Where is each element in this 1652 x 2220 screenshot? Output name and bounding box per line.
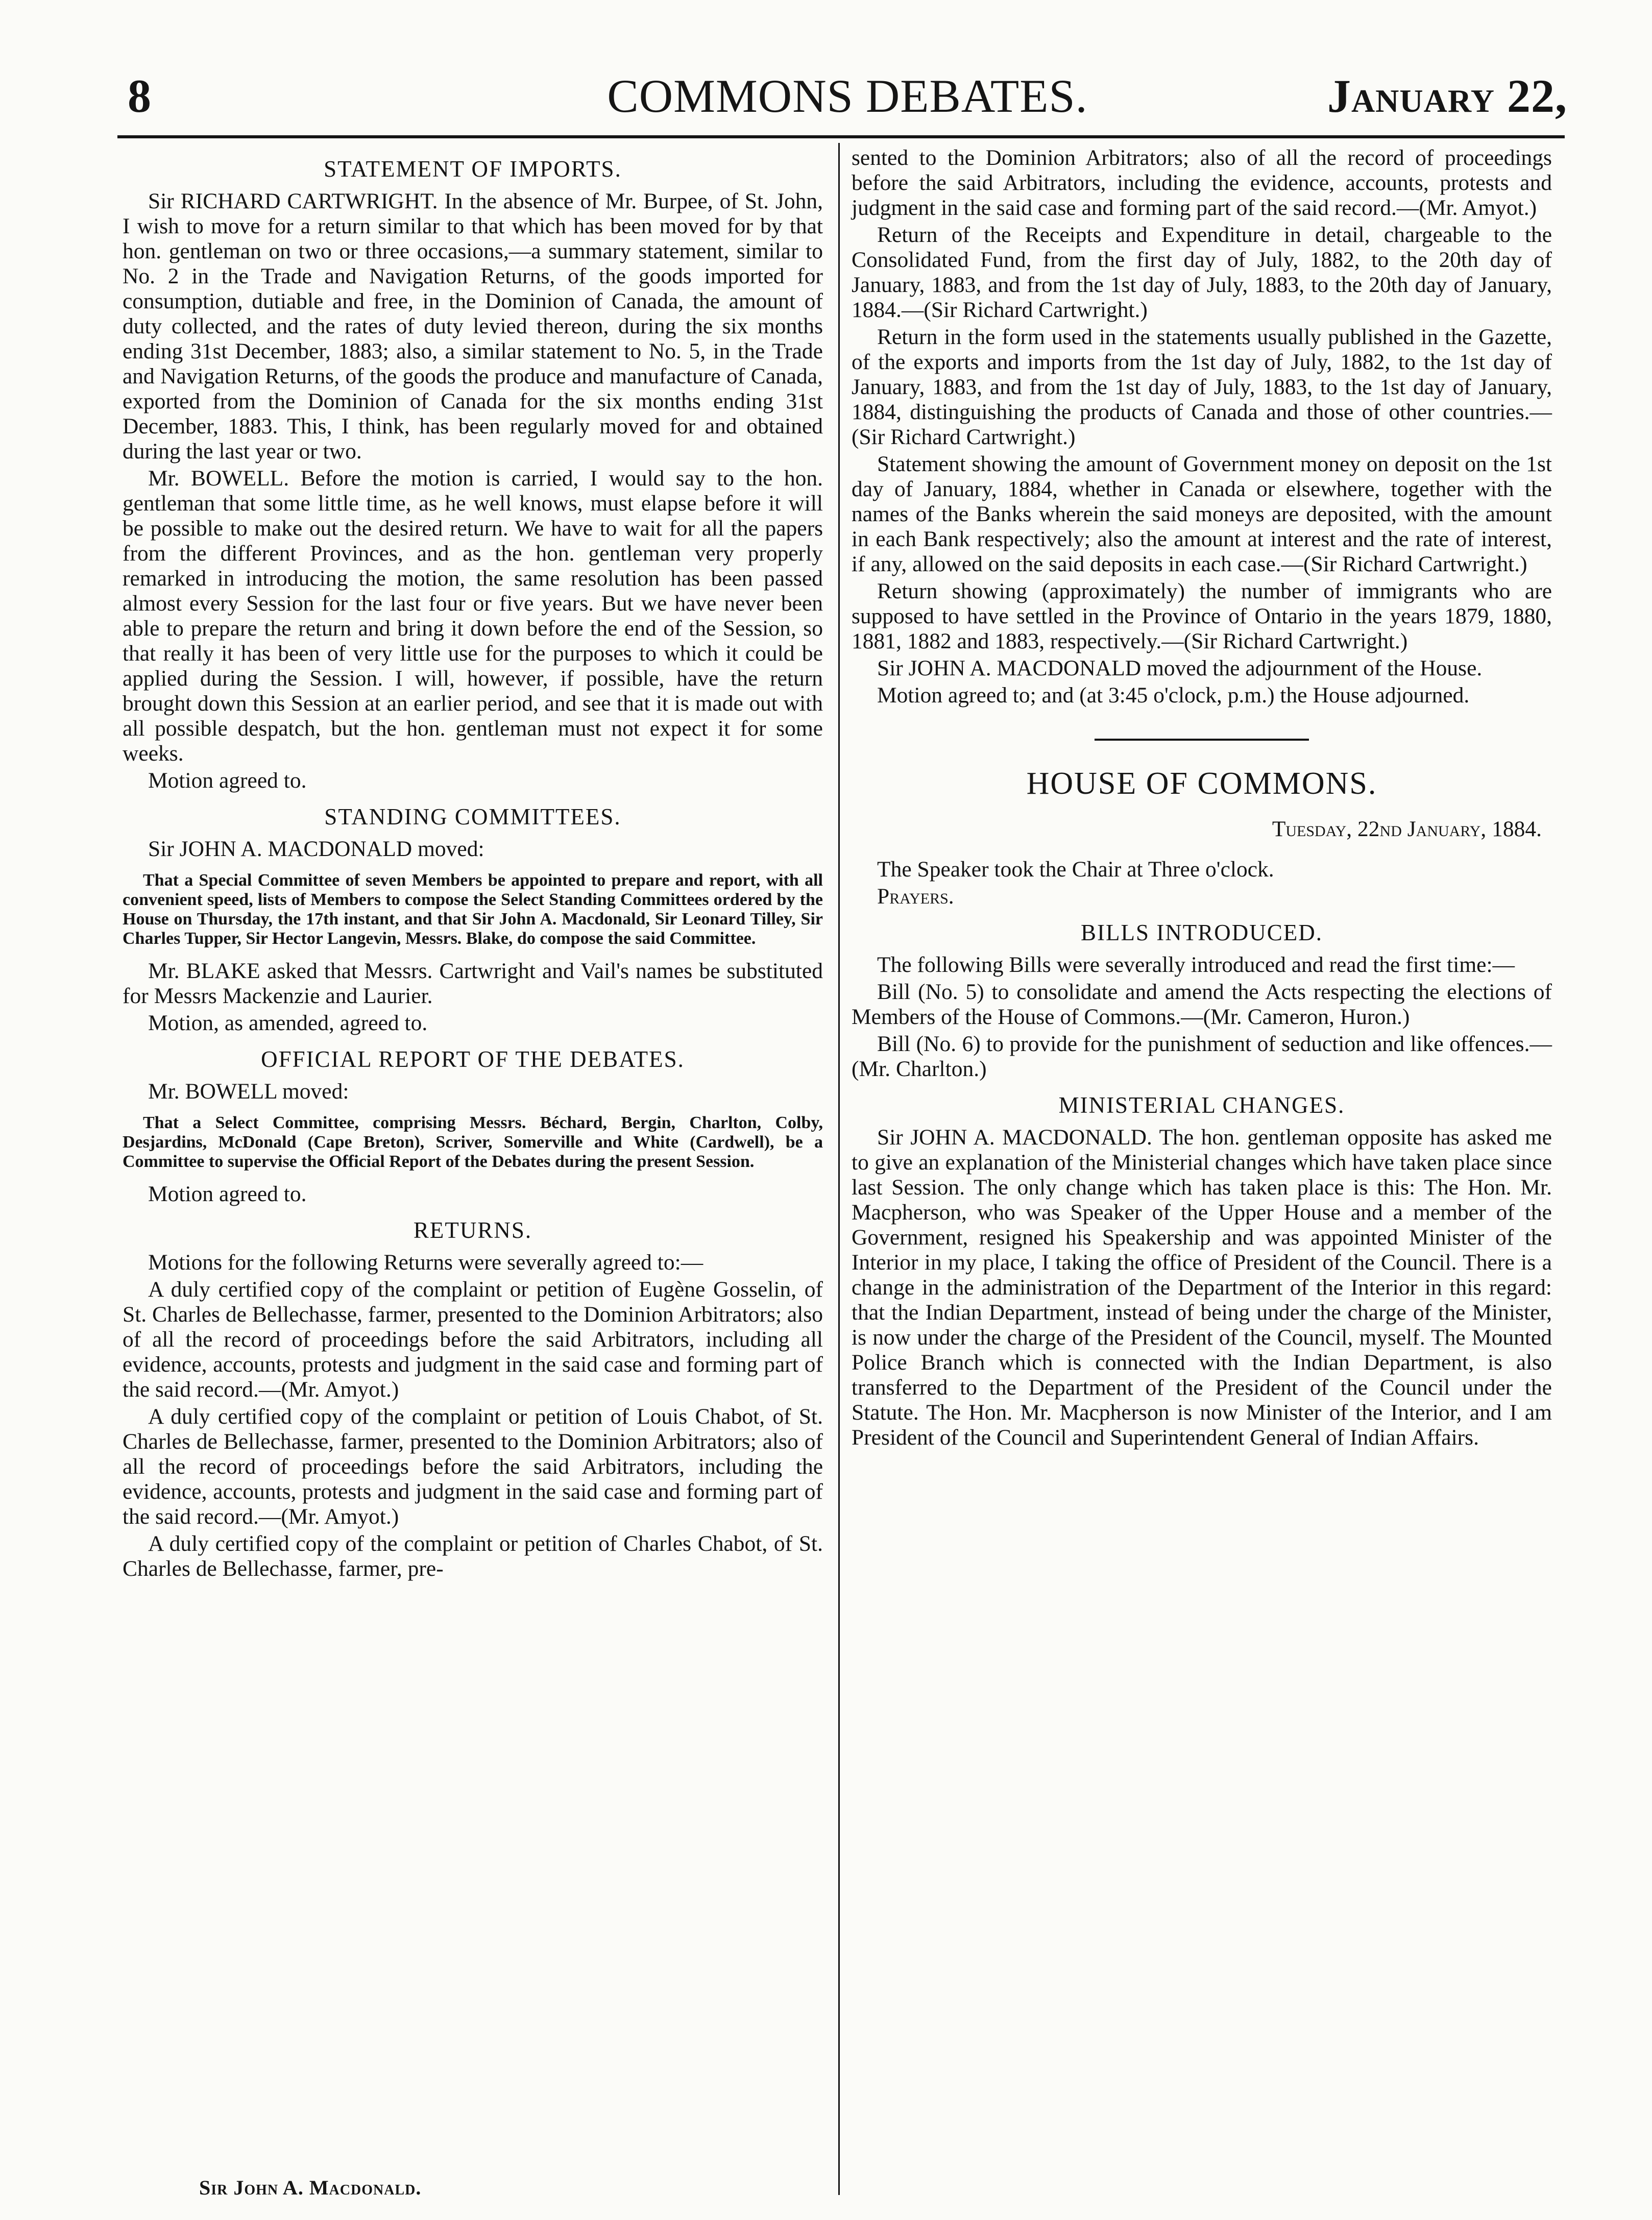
paragraph: A duly certified copy of the complaint or petition of Charles Chabot, of St. Charles de Bellechasse, farmer, pre- bbox=[123, 1531, 823, 1581]
paragraph: Return of the Receipts and Expenditure in detail, chargeable to the Consolidated Fund, from the first day of July, 1882, to the 20th day of January, 1883, and from the 1st day of July, 1883, to the 20th day of January, 1884.—(Sir Richard Cartwright.) bbox=[852, 223, 1552, 322]
section-heading-ministerial-changes: MINISTERIAL CHANGES. bbox=[1058, 1092, 1345, 1118]
paragraph: Motion agreed to. bbox=[148, 1182, 307, 1206]
paragraph: Motions for the following Returns were severally agreed to:— bbox=[148, 1250, 703, 1275]
paragraph: Statement showing the amount of Government money on deposit on the 1st day of January, 1884, whether in Canada or elsewhere, together with the names of the Banks wherein the said moneys are deposited, with the amount in each Bank respectively; also the amount at interest and the rate of interest, if any, allowed on the said deposits in each case.—(Sir Richard Cartwright.) bbox=[852, 452, 1552, 576]
paragraph: Sir JOHN A. MACDONALD moved: bbox=[148, 837, 484, 861]
page-number: 8 bbox=[128, 70, 152, 122]
section-separator bbox=[1095, 739, 1309, 741]
section-heading-statement-of-imports: STATEMENT OF IMPORTS. bbox=[324, 156, 622, 182]
paragraph: Bill (No. 6) to provide for the punishment of seduction and like offences.—(Mr. Charlton.) bbox=[852, 1032, 1552, 1081]
section-heading-bills-introduced: BILLS INTRODUCED. bbox=[1081, 920, 1323, 945]
paragraph: Return in the form used in the statements usually published in the Gazette, of the exports and imports from the 1st day of July, 1882, to the 1st day of January, 1883, and from the 1st day of July, 1883, to the 1st day of January, 1884, distinguishing the products of Canada and those of other countries.—(Sir Richard Cartwright.) bbox=[852, 325, 1552, 449]
paragraph: Mr. BOWELL. Before the motion is carried, I would say to the hon. gentleman that some little time, as he well knows, must elapse before it will be possible to make out the desired return. We have to wait for all the papers from the different Provinces, and as the hon. gentleman very properly remarked in introducing the motion, the same resolution has been passed almost every Session for the last four or five years. But we have never been able to prepare the return and bring it down before the end of the Session, so that really it has been of very little use for the purposes to which it could be applied during the Session. I will, however, if possible, have the return brought down this Session at an earlier period, and see that it is made out with all possible despatch, but the hon. gentleman must not expect it for some weeks. bbox=[123, 466, 823, 766]
paragraph: Sir JOHN A. MACDONALD moved the adjournment of the House. bbox=[877, 656, 1483, 680]
paragraph: Motion agreed to; and (at 3:45 o'clock, p.m.) the House adjourned. bbox=[877, 683, 1470, 708]
paragraph: Return showing (approximately) the number of immigrants who are supposed to have settled in the Province of Ontario in the years 1879, 1880, 1881, 1882 and 1883, respectively.—(Sir Richard Cartwright.) bbox=[852, 579, 1552, 653]
publication-title: COMMONS DEBATES. bbox=[607, 70, 1088, 122]
paragraph: Sir JOHN A. MACDONALD. The hon. gentleman opposite has asked me to give an explanation of the Ministerial changes which have taken place since last Session. The only change which has taken place is this: The Hon. Mr. Macpherson, who was Speaker of the Upper House and a member of the Government, resigned his Speakership and was appointed Minister of the Interior in my place, I taking the office of President of the Council. There is a change in the administration of the Department of the Interior in this regard: that the Indian Department, instead of being under the charge of the Minister, is now under the charge of the President of the Council, myself. The Mounted Police Branch which is connected with the Indian Department, is also transferred to the Department of the President of the Council under the Statute. The Hon. Mr. Macpherson is now Minister of the Interior, and I am President of the Council and Superintendent General of Indian Affairs. bbox=[852, 1125, 1552, 1450]
header-date: January 22, bbox=[1327, 70, 1567, 122]
page-header bbox=[128, 69, 1567, 120]
paragraph: Mr. BOWELL moved: bbox=[148, 1079, 349, 1104]
left-column bbox=[123, 145, 823, 1583]
motion-text: That a Select Committee, comprising Messrs. Béchard, Bergin, Charlton, Colby, Desjardins, McDonald (Cape Breton), Scriver, Somerville and White (Cardwell), be a Committee to supervise the Official Report of the Debates during the present Session. bbox=[123, 1113, 823, 1171]
paragraph: Motion, as amended, agreed to. bbox=[148, 1011, 428, 1035]
right-column bbox=[852, 145, 1552, 1452]
paragraph: A duly certified copy of the complaint or petition of Eugène Gosselin, of St. Charles de Bellechasse, farmer, presented to the Dominion Arbitrators; also of all the record of proceedings before the said Arbitrators, including all evidence, accounts, protests and judgment in the said case and forming part of the said record.—(Mr. Amyot.) bbox=[123, 1277, 823, 1402]
paragraph: Sir RICHARD CARTWRIGHT. In the absence of Mr. Burpee, of St. John, I wish to move for a return similar to that which has been moved for by that hon. gentleman on two or three occasions,—a summary statement, similar to No. 2 in the Trade and Navigation Returns, of the goods imported for consumption, dutiable and free, in the Dominion of Canada, the amount of duty collected, and the rates of duty levied thereon, during the six months ending 31st December, 1883; also, a similar statement to No. 5, in the Trade and Navigation Returns, of the goods the produce and manufacture of Canada, exported from the Dominion of Canada for the six months ending 31st December, 1883. This, I think, has been regularly moved for and obtained during the last year or two. bbox=[123, 189, 823, 463]
paragraph: Bill (No. 5) to consolidate and amend the Acts respecting the elections of Members of the House of Commons.—(Mr. Cameron, Huron.) bbox=[852, 980, 1552, 1029]
section-heading-returns: RETURNS. bbox=[413, 1217, 532, 1243]
section-heading-official-report: OFFICIAL REPORT OF THE DEBATES. bbox=[261, 1046, 685, 1072]
paragraph: The following Bills were severally introduced and read the first time:— bbox=[877, 953, 1515, 977]
house-of-commons-heading: HOUSE OF COMMONS. bbox=[1026, 766, 1377, 801]
paragraph: sented to the Dominion Arbitrators; also of all the record of proceedings before the said Arbitrators, including the evidence, accounts, protests and judgment in the said case and forming part of the said record.—(Mr. Amyot.) bbox=[852, 145, 1552, 220]
paragraph: A duly certified copy of the complaint or petition of Louis Chabot, of St. Charles de Bellechasse, farmer, presented to the Dominion Arbitrators; also of all the record of proceedings before the said Arbitrators, including the evidence, accounts, protests and judgment in the said case and forming part of the said record.—(Mr. Amyot.) bbox=[123, 1404, 823, 1529]
header-rule bbox=[117, 135, 1565, 138]
motion-text: That a Special Committee of seven Members be appointed to prepare and report, with all convenient speed, lists of Members to compose the Select Standing Committees ordered by the House on Thursday, the 17th instant, and that Sir John A. Macdonald, Sir Leonard Tilley, Sir Charles Tupper, Sir Hector Langevin, Messrs. Blake, do compose the said Committee. bbox=[123, 871, 823, 948]
paragraph: The Speaker took the Chair at Three o'clock. bbox=[877, 857, 1274, 882]
sitting-date: Tuesday, 22nd January, 1884. bbox=[1272, 817, 1542, 841]
paragraph: Mr. BLAKE asked that Messrs. Cartwright and Vail's names be substituted for Messrs Mackenzie and Laurier. bbox=[123, 959, 823, 1008]
paragraph: Motion agreed to. bbox=[148, 768, 307, 793]
column-divider bbox=[838, 143, 840, 2195]
page-signoff: Sir John A. Macdonald. bbox=[199, 2176, 422, 2199]
prayers-label: Prayers. bbox=[877, 884, 954, 909]
section-heading-standing-committees: STANDING COMMITTEES. bbox=[324, 804, 621, 830]
